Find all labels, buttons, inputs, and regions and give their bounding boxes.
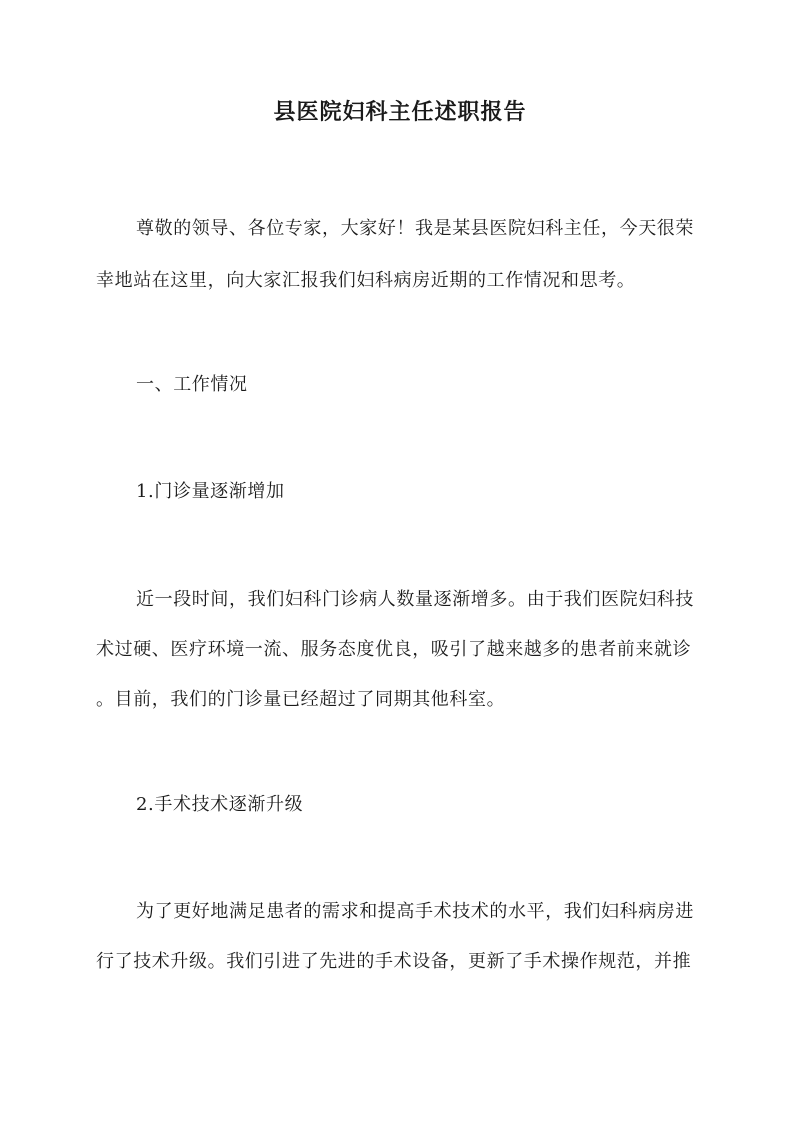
paragraph-line: 近一段时间，我们妇科门诊病人数量逐渐增多。由于我们医院妇科技 — [136, 589, 694, 610]
subsection-heading: 1.门诊量逐渐增加 — [136, 481, 285, 502]
paragraph-line: 幸地站在这里，向大家汇报我们妇科病房近期的工作情况和思考。 — [96, 270, 636, 291]
paragraph-line: 。目前，我们的门诊量已经超过了同期其他科室。 — [96, 689, 506, 710]
paragraph-line: 为了更好地满足患者的需求和提高手术技术的水平，我们妇科病房进 — [136, 901, 694, 922]
paragraph-line: 尊敬的领导、各位专家，大家好！我是某县医院妇科主任，今天很荣 — [136, 218, 694, 239]
subsection-heading: 2.手术技术逐渐升级 — [136, 794, 304, 815]
paragraph-line: 术过硬、医疗环境一流、服务态度优良，吸引了越来越多的患者前来就诊 — [96, 639, 692, 660]
paragraph-line: 行了技术升级。我们引进了先进的手术设备，更新了手术操作规范，并推 — [96, 951, 692, 972]
document-title: 县医院妇科主任述职报告 — [273, 99, 527, 125]
section-heading: 一、工作情况 — [136, 374, 248, 395]
